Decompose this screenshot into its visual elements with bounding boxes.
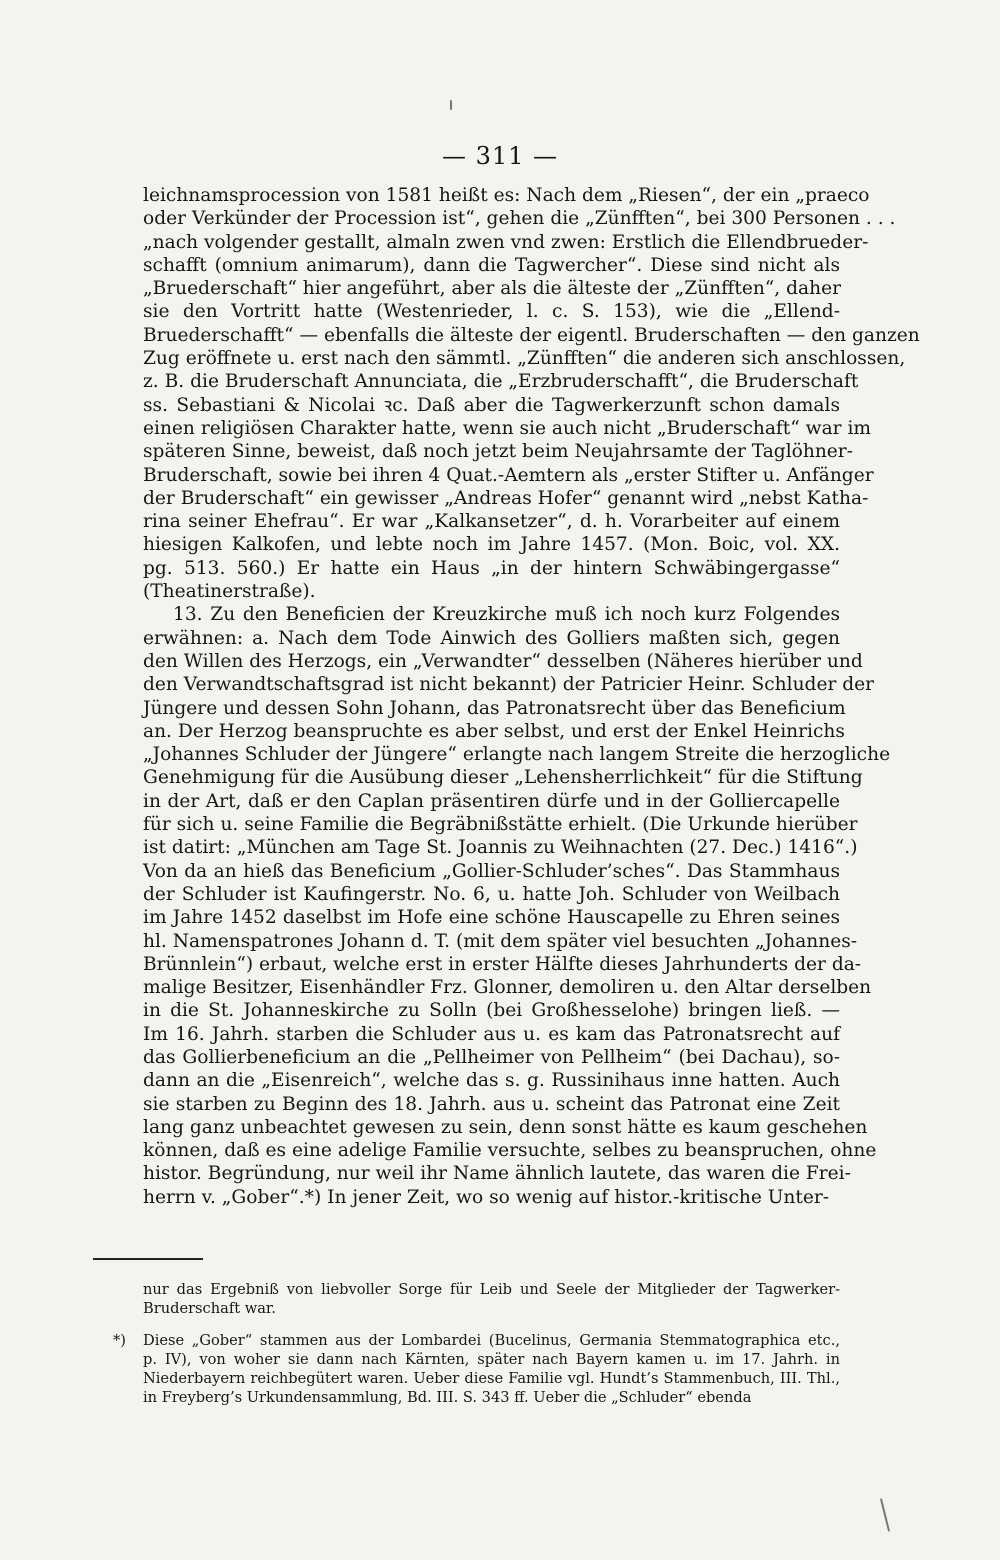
text-line: späteren Sinne, beweist, daß noch jetzt beim Neujahrsamte der Taglöhner- (143, 441, 853, 463)
text-line: z. B. die Bruderschaft Annunciata, die „Erzbruderschafft“, die Bruderschaft (143, 371, 859, 393)
text-line: ss. Sebastiani & Nicolai ꝛc. Daß aber die Tagwerkerzunft schon damals (143, 394, 840, 416)
text-line: pg. 513. 560.) Er hatte ein Haus „in der hintern Schwäbingergasse“ (143, 557, 840, 579)
text-line: schafft (omnium animarum), dann die Tagwercher“. Diese sind nicht als (143, 254, 840, 276)
footnote-continuation (143, 1280, 840, 1319)
footnote-line: p. IV), von woher sie dann nach Kärnten, später nach Bayern kamen u. im 17. Jahrh. in (143, 1350, 840, 1368)
text-line: im Jahre 1452 daselbst im Hofe eine schöne Hauscapelle zu Ehren seines (143, 907, 840, 929)
text-line: in der Art, daß er den Caplan präsentiren dürfe und in der Golliercapelle (143, 790, 840, 812)
text-line: Bruderschaft, sowie bei ihren 4 Quat.-Aemtern als „erster Stifter u. Anfänger (143, 464, 874, 486)
text-line: „Bruederschaft“ hier angeführt, aber als die älteste der „Zünfften“, daher (143, 278, 841, 300)
footnote-marker: *) (113, 1331, 126, 1349)
text-line: 13. Zu den Beneficien der Kreuzkirche muß ich noch kurz Folgendes (173, 604, 840, 626)
text-line: der Bruderschaft“ ein gewisser „Andreas Hofer“ genannt wird „nebst Katha- (143, 487, 869, 509)
text-line: den Willen des Herzogs, ein „Verwandter“ desselben (Näheres hierüber und (143, 650, 863, 672)
text-line: oder Verkünder der Procession ist“, gehen die „Zünfften“, bei 300 Personen . . . (143, 208, 896, 230)
text-line: Genehmigung für die Ausübung dieser „Lehensherrlichkeit“ für die Stiftung (143, 767, 863, 789)
text-line: malige Besitzer, Eisenhändler Frz. Glonner, demoliren u. den Altar derselben (143, 977, 872, 999)
text-line: Jüngere und dessen Sohn Johann, das Patronatsrecht über das Beneficium (143, 697, 846, 719)
text-line: Bruederschafft“ — ebenfalls die älteste der eigentl. Bruderschaften — den ganzen (143, 324, 920, 346)
text-line: für sich u. seine Familie die Begräbnißstätte erhielt. (Die Urkunde hierüber (143, 814, 858, 836)
text-line: histor. Begründung, nur weil ihr Name ähnlich lautete, das waren die Frei- (143, 1163, 851, 1185)
text-line: den Verwandtschaftsgrad ist nicht bekannt) der Patricier Heinr. Schluder der (143, 674, 875, 696)
text-line: können, daß es eine adelige Familie versuchte, selbes zu beanspruchen, ohne (143, 1140, 877, 1162)
text-line: sie den Vortritt hatte (Westenrieder, l. c. S. 153), wie die „Ellend- (143, 301, 840, 323)
text-line: erwähnen: a. Nach dem Tode Ainwich des Golliers maßten sich, gegen (143, 627, 840, 649)
footnote-rule (93, 1258, 203, 1260)
text-line: sie starben zu Beginn des 18. Jahrh. aus u. scheint das Patronat eine Zeit (143, 1093, 840, 1115)
page-number: — 311 — (441, 142, 559, 170)
text-line: in die St. Johanneskirche zu Solln (bei Großhesselohe) bringen ließ. — (143, 1000, 840, 1022)
text-line: leichnamsprocession von 1581 heißt es: Nach dem „Riesen“, der ein „praeco (143, 185, 870, 206)
text-line: (Theatinerstraße). (143, 581, 316, 603)
text-line: dann an die „Eisenreich“, welche das s. g. Russinihaus inne hatten. Auch (143, 1070, 840, 1092)
text-line: einen religiösen Charakter hatte, wenn sie auch nicht „Bruderschaft“ war im (143, 417, 872, 439)
text-line: hl. Namenspatrones Johann d. T. (mit dem später viel besuchten „Johannes- (143, 930, 858, 952)
text-line: „Johannes Schluder der Jüngere“ erlangte nach langem Streite die herzogliche (143, 744, 891, 766)
footnote-line: Diese „Gober“ stammen aus der Lombardei (Bucelinus, Germania Stemmatographica etc., (143, 1331, 840, 1349)
body-text (143, 184, 920, 1209)
footnote-line: Niederbayern reichbegütert waren. Ueber diese Familie vgl. Hundt’s Stammenbuch, III. Thl., (143, 1370, 840, 1388)
footnote-line: nur das Ergebniß von liebvoller Sorge für Leib und Seele der Mitglieder der Tagwerker- (143, 1281, 840, 1298)
footnote-asterisk (113, 1331, 840, 1408)
text-line: Von da an hieß das Beneficium „Gollier-Schluder’sches“. Das Stammhaus (143, 860, 840, 882)
footnote-line: Bruderschaft war. (143, 1300, 276, 1318)
footnote-line: in Freyberg’s Urkundensammlung, Bd. III. S. 343 ff. Ueber die „Schluder“ ebenda (143, 1389, 752, 1407)
text-line: ist datirt: „München am Tage St. Joannis zu Weihnachten (27. Dec.) 1416“.) (143, 837, 858, 859)
text-line: lang ganz unbeachtet gewesen zu sein, denn sonst hätte es kaum geschehen (143, 1116, 868, 1138)
text-line: das Gollierbeneficium an die „Pellheimer von Pellheim“ (bei Dachau), so- (143, 1046, 840, 1068)
footnotes (113, 1280, 840, 1408)
text-line: Im 16. Jahrh. starben die Schluder aus u. es kam das Patronatsrecht auf (143, 1023, 840, 1045)
text-line: an. Der Herzog beanspruchte es aber selbst, und erst der Enkel Heinrichs (143, 720, 845, 742)
scan-speck (450, 100, 452, 110)
text-line: herrn v. „Gober“.*) In jener Zeit, wo so wenig auf histor.-kritische Unter- (143, 1186, 830, 1208)
scan-speck (880, 1498, 890, 1531)
text-line: „nach volgender gestallt, almaln zwen vnd zwen: Erstlich die Ellendbrueder- (143, 231, 869, 253)
text-line: der Schluder ist Kaufingerstr. No. 6, u. hatte Joh. Schluder von Weilbach (143, 883, 840, 905)
text-line: Zug eröffnete u. erst nach den sämmtl. „Zünfften“ die anderen sich anschlossen, (143, 348, 906, 370)
text-line: Brünnlein“) erbaut, welche erst in erster Hälfte dieses Jahrhunderts der da- (143, 953, 862, 975)
text-line: hiesigen Kalkofen, und lebte noch im Jahre 1457. (Mon. Boic, vol. XX. (143, 534, 840, 556)
text-line: rina seiner Ehefrau“. Er war „Kalkansetzer“, d. h. Vorarbeiter auf einem (143, 511, 840, 533)
